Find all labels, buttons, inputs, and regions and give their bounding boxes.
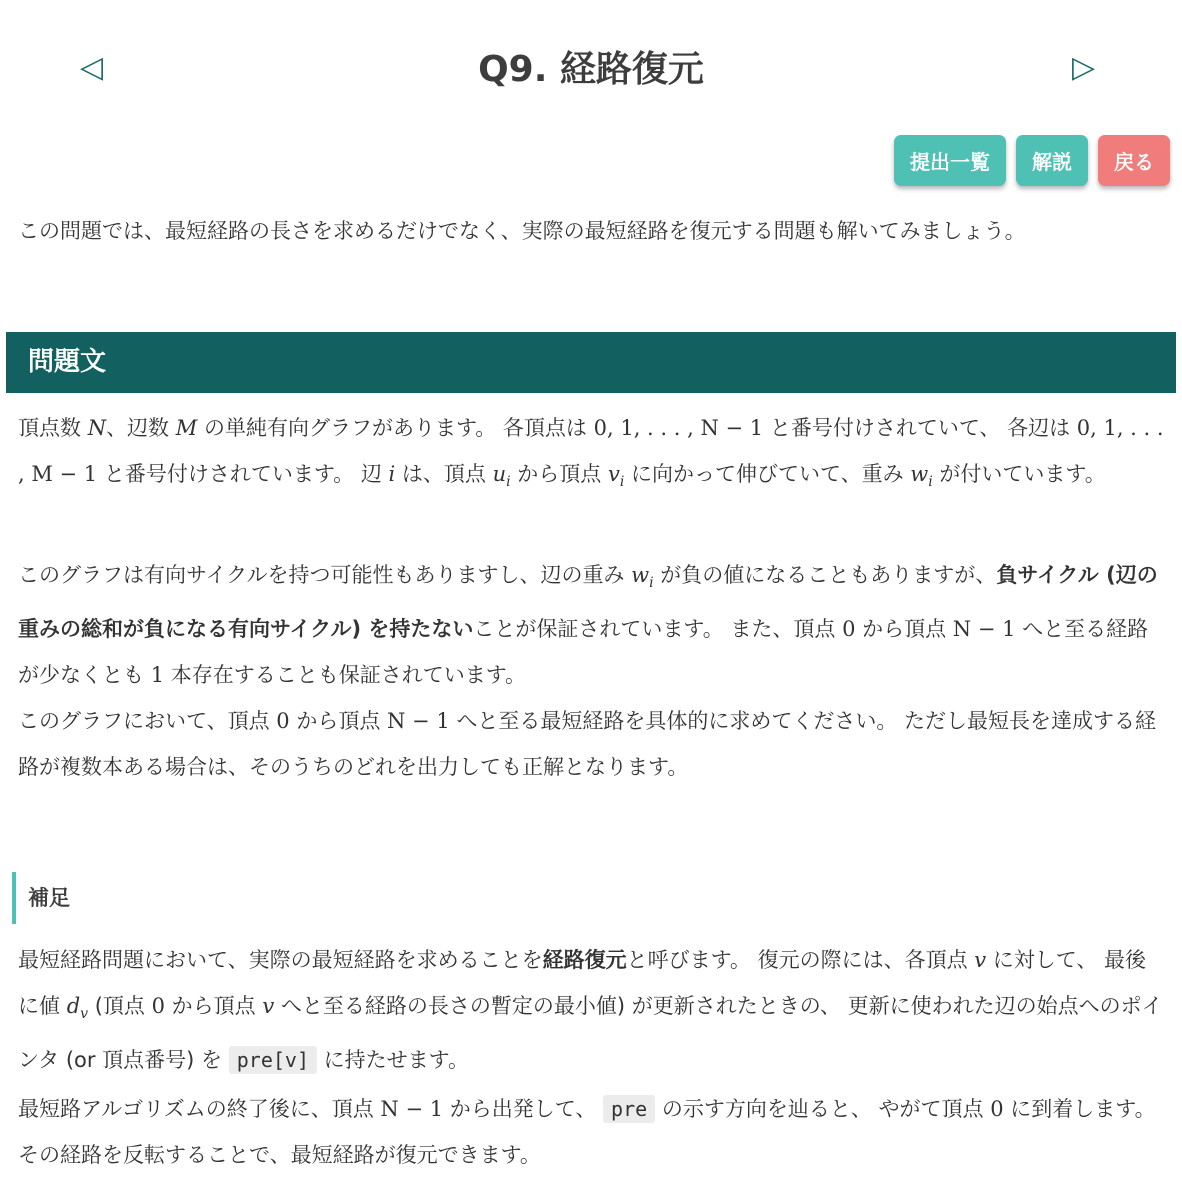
- intro-text: この問題では、最短経路の長さを求めるだけでなく、実際の最短経路を復元する問題も解いてみましょう。: [18, 219, 1026, 243]
- math-zero: 0: [990, 1097, 1004, 1121]
- math-zero: 0: [276, 709, 290, 733]
- bold-text: 経路復元: [542, 948, 627, 972]
- text: このグラフにおいて、頂点: [18, 709, 277, 733]
- code-pre-v: pre[v]: [229, 1046, 317, 1074]
- text: から頂点: [164, 994, 263, 1018]
- page-title: Q9. 経路復元: [478, 49, 704, 90]
- text: が負の値になることもありますが、: [653, 563, 997, 587]
- math-n-minus-1: N − 1: [387, 709, 450, 733]
- text: から出発して、: [443, 1097, 604, 1121]
- math-w: w: [910, 462, 929, 486]
- math-vertex-range: 0, 1, . . . , N − 1: [593, 416, 764, 440]
- math-i: i: [388, 462, 396, 486]
- problem-paragraph-1: [18, 405, 1164, 505]
- supplement-header: 補足: [12, 872, 70, 924]
- math-v: v: [974, 948, 987, 972]
- math-n-minus-1: N − 1: [952, 617, 1016, 642]
- text: の単純有向グラフがあります。 各頂点は: [197, 416, 594, 440]
- math-n: N: [87, 416, 107, 440]
- bold-text: 負サイクル (辺の重みの総和が負になる有向サイクル) を持たない: [18, 563, 1158, 642]
- code-pre: pre: [603, 1095, 655, 1123]
- text: と番号付けされています。 辺: [97, 462, 389, 486]
- text: と呼びます。 復元の際には、各頂点: [626, 948, 975, 972]
- text: (頂点: [88, 994, 152, 1018]
- editorial-button[interactable]: 解説: [1016, 135, 1088, 186]
- problem-paragraph-3: [18, 698, 1164, 790]
- text: 本存在することも保証されています。: [164, 663, 527, 688]
- math-w-subscript: i: [928, 474, 933, 491]
- text: に対して、 最後に値: [18, 948, 1147, 1018]
- text: 最短経路問題において、実際の最短経路を求めることを: [18, 948, 543, 972]
- math-n-minus-1: N − 1: [380, 1097, 444, 1121]
- text: へと至る経路が少なくとも: [18, 617, 1149, 688]
- math-zero: 0: [151, 994, 165, 1018]
- text: から頂点: [855, 617, 953, 642]
- math-w: w: [631, 563, 650, 587]
- math-zero: 0: [842, 617, 856, 642]
- supplement-paragraph-1: [18, 937, 1164, 1083]
- math-w-subscript: i: [649, 575, 654, 592]
- submissions-button[interactable]: 提出一覧: [894, 135, 1006, 186]
- math-d-subscript: v: [80, 1006, 89, 1023]
- math-v: v: [607, 462, 620, 486]
- problem-statement-header: 問題文: [6, 332, 1176, 393]
- text: に到着します。 その経路を反転することで、最短経路が復元できます。: [18, 1097, 1156, 1167]
- math-m: M: [175, 416, 198, 440]
- action-buttons: [894, 135, 1170, 186]
- text: に向かって伸びていて、重み: [624, 462, 911, 486]
- text: と番号付けされていて、 各辺は: [763, 416, 1077, 440]
- text: が付いています。: [932, 462, 1106, 486]
- text: から頂点: [289, 709, 387, 733]
- math-v-subscript: i: [619, 474, 625, 491]
- text: へと至る経路の長さの暫定の最小値) が更新されたときの、 更新に使われた辺の始点へのポインタ (or 頂点番号) を: [18, 994, 1163, 1073]
- text: このグラフは有向サイクルを持つ可能性もありますし、辺の重み: [18, 563, 632, 587]
- math-one: 1: [150, 663, 165, 688]
- text: は、頂点: [395, 462, 493, 486]
- prev-problem-icon[interactable]: ◁: [80, 50, 104, 85]
- math-edge-range: 0, 1, . . . , M − 1: [18, 416, 1164, 486]
- supplement-paragraph-2: [18, 1086, 1164, 1178]
- math-u-subscript: i: [506, 474, 511, 491]
- text: ことが保証されています。 また、頂点: [473, 617, 843, 642]
- math-u: u: [492, 462, 507, 486]
- text: 頂点数: [18, 416, 88, 440]
- text: から頂点: [510, 462, 608, 486]
- text: へと至る最短経路を具体的に求めてください。 ただし最短長を達成する経路が複数本ある場合は、そのうちのどれを出力しても正解となります。: [18, 709, 1157, 779]
- text: 、辺数: [106, 416, 176, 440]
- text: 最短路アルゴリズムの終了後に、頂点: [18, 1097, 381, 1121]
- math-d: d: [66, 994, 81, 1018]
- text: の示す方向を辿ると、 やがて頂点: [655, 1097, 991, 1121]
- math-v: v: [262, 994, 275, 1018]
- problem-paragraph-2: [18, 552, 1164, 698]
- back-button[interactable]: 戻る: [1098, 135, 1170, 186]
- text: に持たせます。: [316, 1048, 469, 1073]
- next-problem-icon[interactable]: ▷: [1072, 50, 1096, 85]
